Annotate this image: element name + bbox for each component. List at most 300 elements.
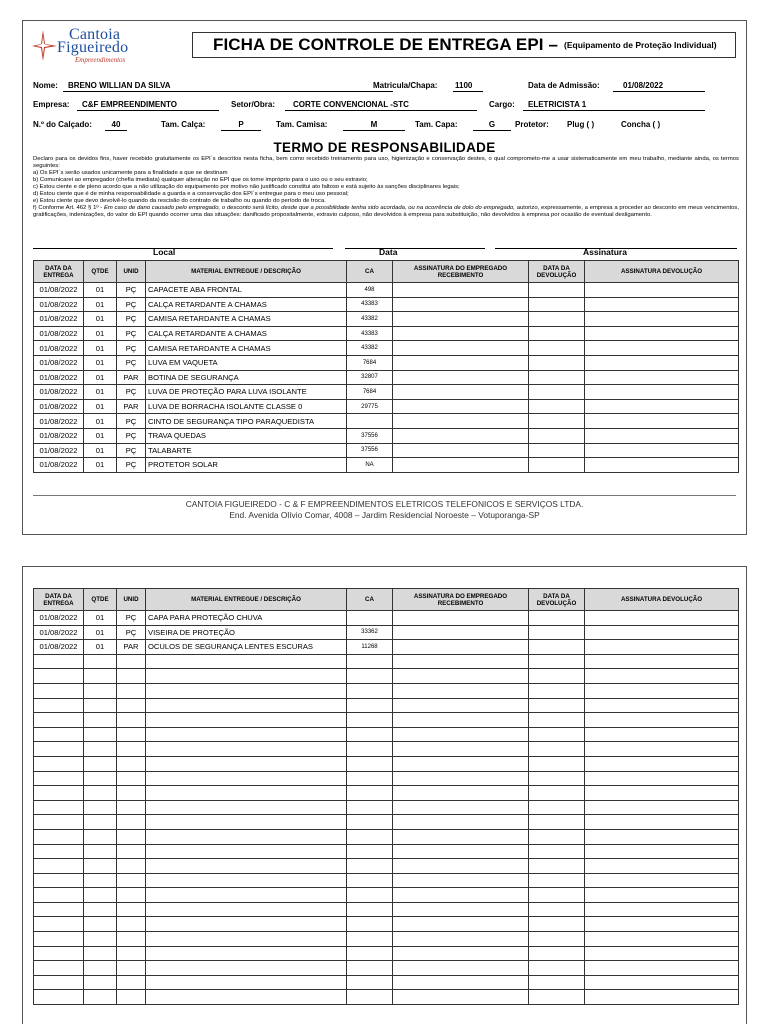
cell-unid <box>117 888 146 903</box>
cell-material: OCULOS DE SEGURANÇA LENTES ESCURAS <box>146 640 347 655</box>
cell-qtde: 01 <box>84 625 117 640</box>
cell-data-devolucao <box>529 355 585 370</box>
cell-data-entrega: 01/08/2022 <box>34 443 84 458</box>
table-row <box>34 873 739 888</box>
plug-option: Plug ( ) <box>567 120 595 129</box>
cell-ca <box>347 829 393 844</box>
cell-assinatura-recebimento <box>393 932 529 947</box>
cell-unid <box>117 698 146 713</box>
cell-qtde: 01 <box>84 326 117 341</box>
cell-material: CAMISA RETARDANTE A CHAMAS <box>146 312 347 327</box>
cell-data-devolucao <box>529 414 585 429</box>
cell-assinatura-devolucao <box>585 297 739 312</box>
cell-ca <box>347 917 393 932</box>
cell-data-entrega <box>34 917 84 932</box>
cell-qtde <box>84 917 117 932</box>
cell-qtde <box>84 713 117 728</box>
cell-assinatura-recebimento <box>393 625 529 640</box>
cell-ca: 32807 <box>347 370 393 385</box>
cell-assinatura-recebimento <box>393 961 529 976</box>
cell-assinatura-devolucao <box>585 443 739 458</box>
cell-assinatura-devolucao <box>585 990 739 1005</box>
cell-data-devolucao <box>529 917 585 932</box>
cell-assinatura-devolucao <box>585 873 739 888</box>
cell-material <box>146 800 347 815</box>
admissao-label: Data de Admissão: <box>528 81 600 90</box>
table-row <box>34 385 739 400</box>
cell-data-entrega: 01/08/2022 <box>34 312 84 327</box>
cell-material <box>146 727 347 742</box>
cell-unid <box>117 990 146 1005</box>
table-row <box>34 786 739 801</box>
cell-material: CAMISA RETARDANTE A CHAMAS <box>146 341 347 356</box>
termo-intro: Declaro para os devidos fins, haver recebido gratuitamente os EPI´s descritos nesta ficha, bem como recebido treinamento para uso, higienização e conservação destes, o qual comprometo-me a usar sistematicamente em meu trabalho, mediante ainda, os termos seguintes: <box>33 156 739 169</box>
cell-qtde <box>84 975 117 990</box>
cell-qtde <box>84 902 117 917</box>
cell-assinatura-devolucao <box>585 385 739 400</box>
setor-value: CORTE CONVENCIONAL -STC <box>285 100 477 111</box>
cell-unid <box>117 815 146 830</box>
cell-assinatura-recebimento <box>393 786 529 801</box>
cell-ca <box>347 990 393 1005</box>
cell-ca <box>347 961 393 976</box>
cell-data-devolucao <box>529 932 585 947</box>
cell-assinatura-recebimento <box>393 683 529 698</box>
col-material: MATERIAL ENTREGUE / DESCRIÇÃO <box>146 261 347 283</box>
cell-unid <box>117 917 146 932</box>
company-logo <box>31 26 191 66</box>
cell-unid: PAR <box>117 399 146 414</box>
cell-material: PROTETOR SOLAR <box>146 458 347 473</box>
nome-label: Nome: <box>33 81 58 90</box>
cell-data-entrega: 01/08/2022 <box>34 458 84 473</box>
table-row <box>34 297 739 312</box>
col-qtde: QTDE <box>84 261 117 283</box>
cell-data-devolucao <box>529 756 585 771</box>
table-row <box>34 917 739 932</box>
cell-material: TALABARTE <box>146 443 347 458</box>
cell-unid <box>117 786 146 801</box>
cell-data-devolucao <box>529 946 585 961</box>
form-title-box <box>192 32 736 58</box>
cell-assinatura-devolucao <box>585 414 739 429</box>
cell-data-entrega <box>34 815 84 830</box>
form-page-2 <box>22 566 747 1024</box>
table-row <box>34 640 739 655</box>
cell-unid <box>117 873 146 888</box>
logo-line-2: Figueiredo <box>57 39 129 56</box>
table-row <box>34 932 739 947</box>
cell-qtde: 01 <box>84 443 117 458</box>
cell-material <box>146 932 347 947</box>
cell-ca: 498 <box>347 283 393 298</box>
footer-divider <box>33 495 736 496</box>
cell-assinatura-devolucao <box>585 698 739 713</box>
cell-material <box>146 713 347 728</box>
cargo-value: ELETRICISTA 1 <box>523 100 705 111</box>
cell-assinatura-devolucao <box>585 888 739 903</box>
cell-data-devolucao <box>529 742 585 757</box>
cell-material <box>146 990 347 1005</box>
cell-assinatura-recebimento <box>393 640 529 655</box>
cell-data-entrega: 01/08/2022 <box>34 428 84 443</box>
cell-material <box>146 669 347 684</box>
cell-material: CALÇA RETARDANTE A CHAMAS <box>146 297 347 312</box>
table-row <box>34 727 739 742</box>
cell-data-entrega <box>34 859 84 874</box>
cell-qtde <box>84 786 117 801</box>
cell-assinatura-recebimento <box>393 844 529 859</box>
cell-assinatura-recebimento <box>393 669 529 684</box>
cell-material: BOTINA DE SEGURANÇA <box>146 370 347 385</box>
cell-unid: PÇ <box>117 297 146 312</box>
table-row <box>34 414 739 429</box>
cell-data-devolucao <box>529 370 585 385</box>
cell-assinatura-devolucao <box>585 771 739 786</box>
cell-ca: 37556 <box>347 428 393 443</box>
cell-qtde: 01 <box>84 385 117 400</box>
cell-ca <box>347 873 393 888</box>
cell-qtde: 01 <box>84 414 117 429</box>
cell-data-entrega <box>34 727 84 742</box>
cell-qtde: 01 <box>84 428 117 443</box>
cell-unid <box>117 713 146 728</box>
termo-item-a: a) Os EPI´s serão usados unicamente para a finalidade a que se destinam <box>33 170 228 176</box>
termo-item-b: b) Comunicarei ao empregador (chefia imediata) qualquer alteração no EPI que os torne impróprio para o uso ou o seu extravio; <box>33 177 368 183</box>
cell-assinatura-recebimento <box>393 654 529 669</box>
cell-qtde <box>84 727 117 742</box>
cell-qtde <box>84 888 117 903</box>
camisa-label: Tam. Camisa: <box>276 120 328 129</box>
cell-ca: 43383 <box>347 297 393 312</box>
local-label: Local <box>153 247 176 257</box>
cell-ca: 11268 <box>347 640 393 655</box>
cell-ca <box>347 932 393 947</box>
cell-data-devolucao <box>529 975 585 990</box>
cell-data-entrega <box>34 654 84 669</box>
cell-unid <box>117 961 146 976</box>
col-assinatura-devolucao: ASSINATURA DEVOLUÇÃO <box>585 589 739 611</box>
cell-material <box>146 654 347 669</box>
cell-data-devolucao <box>529 844 585 859</box>
cell-data-entrega <box>34 771 84 786</box>
cell-data-entrega <box>34 742 84 757</box>
cell-unid: PÇ <box>117 414 146 429</box>
cell-data-entrega: 01/08/2022 <box>34 625 84 640</box>
table-row <box>34 815 739 830</box>
col-unid: UNID <box>117 589 146 611</box>
cell-ca <box>347 859 393 874</box>
capa-value: G <box>473 120 511 131</box>
cell-qtde <box>84 800 117 815</box>
table-row <box>34 399 739 414</box>
cell-assinatura-recebimento <box>393 975 529 990</box>
cell-unid: PÇ <box>117 283 146 298</box>
col-data-devolucao: DATA DA DEVOLUÇÃO <box>529 589 585 611</box>
cell-data-entrega: 01/08/2022 <box>34 414 84 429</box>
cell-ca: NA <box>347 458 393 473</box>
cell-assinatura-recebimento <box>393 742 529 757</box>
cell-assinatura-devolucao <box>585 355 739 370</box>
nome-value: BRENO WILLIAN DA SILVA <box>63 81 393 92</box>
table-row <box>34 654 739 669</box>
cell-assinatura-recebimento <box>393 815 529 830</box>
cell-qtde <box>84 654 117 669</box>
cell-ca: 43383 <box>347 326 393 341</box>
table-row <box>34 990 739 1005</box>
cell-data-devolucao <box>529 654 585 669</box>
table-row <box>34 859 739 874</box>
cell-unid: PÇ <box>117 312 146 327</box>
cell-data-devolucao <box>529 815 585 830</box>
cell-data-entrega <box>34 829 84 844</box>
cell-qtde <box>84 742 117 757</box>
cell-data-entrega <box>34 975 84 990</box>
cell-qtde <box>84 873 117 888</box>
cell-data-devolucao <box>529 312 585 327</box>
cell-assinatura-recebimento <box>393 458 529 473</box>
cell-unid <box>117 756 146 771</box>
cell-ca <box>347 698 393 713</box>
termo-item-e: e) Estou ciente que devo devolvê-lo quando da rescisão do contrato de trabalho ou quando do período de troca. <box>33 198 326 204</box>
termo-title: TERMO DE RESPONSABILIDADE <box>273 140 496 155</box>
cell-data-entrega <box>34 698 84 713</box>
cell-assinatura-recebimento <box>393 713 529 728</box>
cell-material <box>146 961 347 976</box>
cell-data-entrega <box>34 786 84 801</box>
footer-company: CANTOIA FIGUEIREDO - C & F EMPREENDIMENTOS ELETRICOS TELEFONICOS E SERVIÇOS LTDA. <box>185 499 584 509</box>
cell-material <box>146 888 347 903</box>
cell-assinatura-recebimento <box>393 829 529 844</box>
table-row <box>34 625 739 640</box>
cell-data-devolucao <box>529 443 585 458</box>
calcado-value: 40 <box>105 120 127 131</box>
cell-assinatura-recebimento <box>393 888 529 903</box>
cell-unid <box>117 800 146 815</box>
cell-material: LUVA DE PROTEÇÃO PARA LUVA ISOLANTE <box>146 385 347 400</box>
cell-assinatura-devolucao <box>585 902 739 917</box>
cell-assinatura-devolucao <box>585 654 739 669</box>
matricula-label: Matricula/Chapa: <box>373 81 438 90</box>
footer-address: End. Avenida Olívio Comar, 4008 – Jardim Residencial Noroeste – Votuporanga-SP <box>229 510 540 520</box>
cell-assinatura-recebimento <box>393 283 529 298</box>
cell-qtde <box>84 946 117 961</box>
logo-tagline: Empreendimentos <box>75 56 126 64</box>
cell-data-entrega <box>34 990 84 1005</box>
form-subtitle: (Equipamento de Proteção Individual) <box>564 40 717 50</box>
cell-unid: PÇ <box>117 625 146 640</box>
cell-unid <box>117 844 146 859</box>
protetor-label: Protetor: <box>515 120 549 129</box>
cell-qtde <box>84 756 117 771</box>
table-row <box>34 902 739 917</box>
cell-ca: 37556 <box>347 443 393 458</box>
cell-ca <box>347 611 393 626</box>
cell-data-devolucao <box>529 713 585 728</box>
cell-data-entrega <box>34 756 84 771</box>
empresa-label: Empresa: <box>33 100 70 109</box>
cell-ca <box>347 756 393 771</box>
cell-material: LUVA EM VAQUETA <box>146 355 347 370</box>
cell-data-devolucao <box>529 961 585 976</box>
cell-data-devolucao <box>529 458 585 473</box>
cell-assinatura-devolucao <box>585 844 739 859</box>
cell-data-devolucao <box>529 771 585 786</box>
cell-ca: 43382 <box>347 341 393 356</box>
local-line <box>33 248 333 249</box>
cell-qtde: 01 <box>84 312 117 327</box>
admissao-value: 01/08/2022 <box>613 81 705 92</box>
table-header-row <box>34 261 739 283</box>
cell-qtde: 01 <box>84 458 117 473</box>
cell-data-devolucao <box>529 625 585 640</box>
cell-ca <box>347 669 393 684</box>
cell-unid <box>117 771 146 786</box>
cell-unid: PÇ <box>117 355 146 370</box>
cell-qtde <box>84 961 117 976</box>
cell-material <box>146 683 347 698</box>
cell-assinatura-recebimento <box>393 917 529 932</box>
cell-data-devolucao <box>529 326 585 341</box>
cell-data-entrega <box>34 888 84 903</box>
table-row <box>34 428 739 443</box>
cell-assinatura-devolucao <box>585 800 739 815</box>
cell-data-devolucao <box>529 698 585 713</box>
cell-material: CAPA PARA PROTEÇÃO CHUVA <box>146 611 347 626</box>
cell-assinatura-recebimento <box>393 414 529 429</box>
cell-ca: 7684 <box>347 355 393 370</box>
cell-ca <box>347 975 393 990</box>
cell-assinatura-devolucao <box>585 611 739 626</box>
cell-unid <box>117 946 146 961</box>
cell-ca: 7684 <box>347 385 393 400</box>
cell-assinatura-devolucao <box>585 859 739 874</box>
cell-unid <box>117 859 146 874</box>
table-row <box>34 946 739 961</box>
cell-material: CINTO DE SEGURANÇA TIPO PARAQUEDISTA <box>146 414 347 429</box>
termo-item-f <box>33 205 739 219</box>
cargo-label: Cargo: <box>489 100 515 109</box>
cell-assinatura-recebimento <box>393 428 529 443</box>
table-row <box>34 355 739 370</box>
cell-data-devolucao <box>529 428 585 443</box>
termo-item-d: d) Estou ciente que é de minha responsabilidade a guarda e a conservação dos EPI´s entregue para o meu uso pessoal; <box>33 191 349 197</box>
cell-ca: 29775 <box>347 399 393 414</box>
cell-material <box>146 698 347 713</box>
cell-data-devolucao <box>529 800 585 815</box>
cell-unid: PÇ <box>117 458 146 473</box>
cell-assinatura-recebimento <box>393 297 529 312</box>
termo-f-start: f) Conforme Art. 462 § 1º - <box>33 205 103 211</box>
cell-data-devolucao <box>529 385 585 400</box>
cell-assinatura-devolucao <box>585 932 739 947</box>
cell-assinatura-devolucao <box>585 917 739 932</box>
cell-unid <box>117 669 146 684</box>
table-row <box>34 683 739 698</box>
cell-unid: PÇ <box>117 385 146 400</box>
empresa-value: C&F EMPREENDIMENTO <box>77 100 219 111</box>
cell-data-devolucao <box>529 640 585 655</box>
cell-unid <box>117 654 146 669</box>
cell-data-entrega <box>34 844 84 859</box>
cell-material <box>146 844 347 859</box>
cell-ca <box>347 946 393 961</box>
cell-assinatura-devolucao <box>585 786 739 801</box>
cell-ca <box>347 713 393 728</box>
cell-ca <box>347 742 393 757</box>
cell-assinatura-devolucao <box>585 946 739 961</box>
data-label: Data <box>379 247 398 257</box>
table-body-page-1 <box>34 283 739 473</box>
cell-ca <box>347 902 393 917</box>
logo-line-1: Cantoia <box>69 26 121 43</box>
cell-assinatura-recebimento <box>393 385 529 400</box>
cell-assinatura-recebimento <box>393 859 529 874</box>
cell-data-devolucao <box>529 786 585 801</box>
table-row <box>34 888 739 903</box>
cell-data-devolucao <box>529 888 585 903</box>
table-row <box>34 283 739 298</box>
table-row <box>34 326 739 341</box>
cell-ca <box>347 654 393 669</box>
cell-ca: 43382 <box>347 312 393 327</box>
cell-material <box>146 771 347 786</box>
cell-qtde: 01 <box>84 399 117 414</box>
cell-data-entrega <box>34 669 84 684</box>
cell-material: VISEIRA DE PROTEÇÃO <box>146 625 347 640</box>
cell-ca <box>347 683 393 698</box>
cell-material <box>146 786 347 801</box>
cell-material: CALÇA RETARDANTE A CHAMAS <box>146 326 347 341</box>
cell-data-entrega: 01/08/2022 <box>34 341 84 356</box>
cell-data-devolucao <box>529 341 585 356</box>
col-qtde: QTDE <box>84 589 117 611</box>
cell-unid: PÇ <box>117 611 146 626</box>
cell-assinatura-recebimento <box>393 326 529 341</box>
cell-data-entrega: 01/08/2022 <box>34 399 84 414</box>
cell-qtde <box>84 683 117 698</box>
col-assinatura-recebimento: ASSINATURA DO EMPREGADO RECEBIMENTO <box>393 589 529 611</box>
cell-assinatura-devolucao <box>585 370 739 385</box>
cell-assinatura-devolucao <box>585 756 739 771</box>
cell-data-entrega <box>34 873 84 888</box>
cell-unid <box>117 932 146 947</box>
cell-unid <box>117 727 146 742</box>
cell-data-entrega: 01/08/2022 <box>34 355 84 370</box>
cell-assinatura-devolucao <box>585 640 739 655</box>
table-row <box>34 844 739 859</box>
termo-text <box>33 156 739 219</box>
cell-data-devolucao <box>529 727 585 742</box>
cell-assinatura-devolucao <box>585 713 739 728</box>
cell-qtde: 01 <box>84 370 117 385</box>
cell-data-entrega: 01/08/2022 <box>34 611 84 626</box>
cell-material <box>146 859 347 874</box>
cell-data-entrega <box>34 800 84 815</box>
cell-assinatura-devolucao <box>585 341 739 356</box>
cell-assinatura-devolucao <box>585 312 739 327</box>
table-row <box>34 458 739 473</box>
cell-data-entrega <box>34 683 84 698</box>
cell-data-devolucao <box>529 829 585 844</box>
cell-assinatura-devolucao <box>585 829 739 844</box>
cell-ca <box>347 414 393 429</box>
cell-data-entrega <box>34 713 84 728</box>
cell-material <box>146 873 347 888</box>
col-ca: CA <box>347 589 393 611</box>
cell-qtde <box>84 932 117 947</box>
col-assinatura-recebimento: ASSINATURA DO EMPREGADO RECEBIMENTO <box>393 261 529 283</box>
